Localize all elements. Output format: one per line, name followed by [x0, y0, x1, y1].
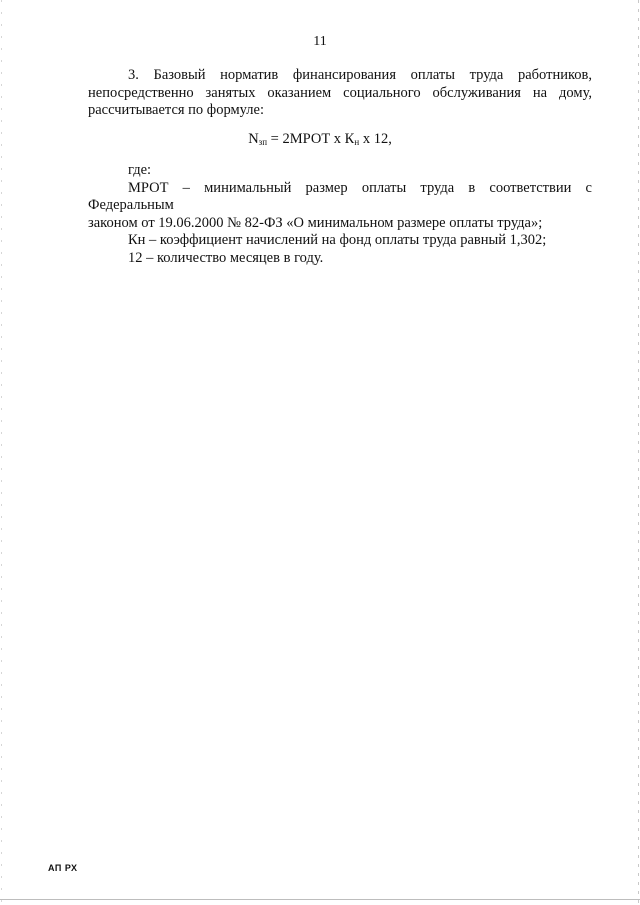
paragraph-number: 3. — [128, 67, 139, 83]
footer-mark: АП РХ — [48, 863, 78, 873]
paragraph-3 — [88, 67, 592, 120]
definitions-intro: где: — [128, 162, 152, 178]
definition-mrot-line1: МРОТ – минимальный размер оплаты труда в соответствии с Федеральным — [88, 179, 592, 213]
formula-lhs-subscript: зп — [258, 137, 268, 147]
definitions-block — [88, 162, 592, 267]
formula-tail: х 12, — [359, 131, 392, 147]
formula-lhs-symbol: N — [248, 131, 259, 147]
formula-equals-part: = 2МРОТ х К — [267, 131, 355, 147]
paragraph-text: Базовый норматив финансирования оплаты труда работников, непосредственно занятых оказанием социального обслуживания на дому, рассчитывается по формуле: — [88, 67, 593, 118]
bottom-scan-rule — [0, 899, 640, 900]
definition-months: 12 – количество месяцев в году. — [128, 249, 324, 266]
page-number: 11 — [313, 34, 327, 49]
formula — [0, 131, 640, 148]
formula-k-subscript: н — [354, 137, 360, 147]
definition-kn: Кн – коэффициент начислений на фонд оплаты труда равный 1,302; — [128, 232, 547, 248]
definition-mrot-line2: законом от 19.06.2000 № 82-ФЗ «О минимальном размере оплаты труда»; — [88, 214, 543, 231]
